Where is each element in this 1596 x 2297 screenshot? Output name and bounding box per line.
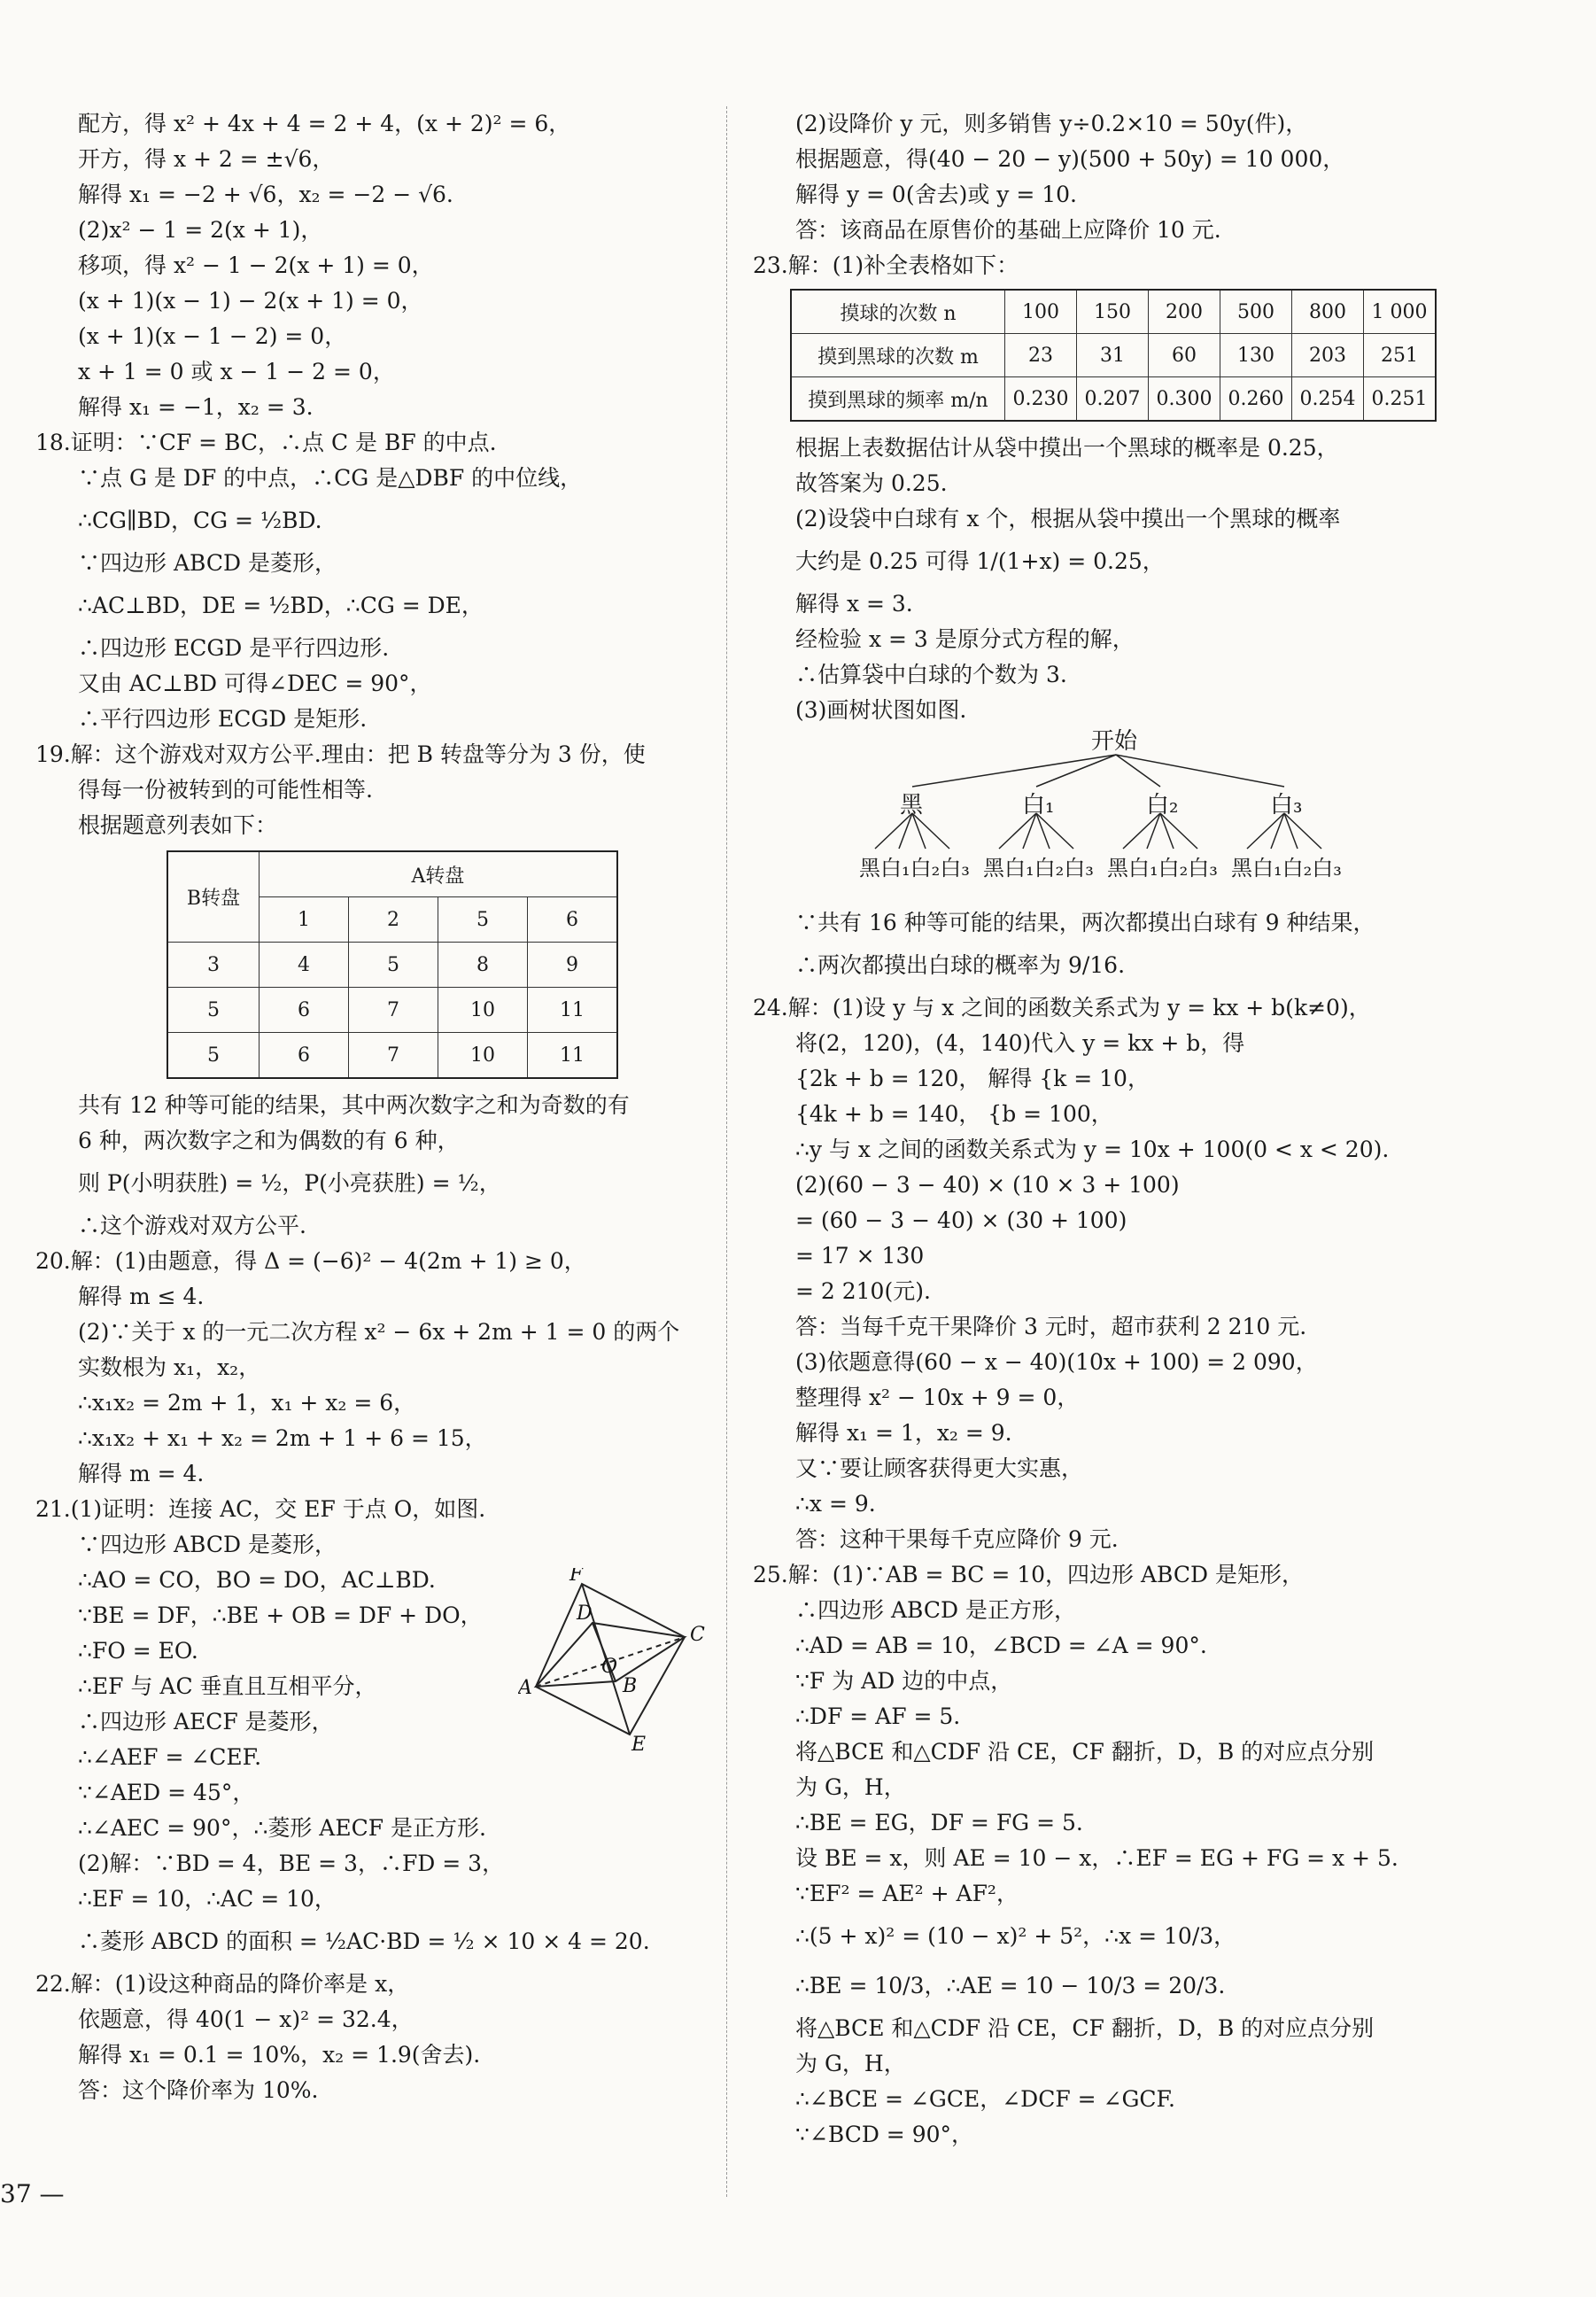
text-line: = 2 210(元). — [795, 1278, 931, 1304]
table-cell: 0.251 — [1364, 377, 1437, 422]
table-cell: 0.254 — [1292, 377, 1364, 422]
question-23-title: 23.解：(1)补全表格如下： — [753, 252, 1019, 278]
text-line: ∴AD = AB = 10，∠BCD = ∠A = 90°. — [795, 1633, 1207, 1658]
question-25-title: 25.解：(1)∵AB = BC = 10，四边形 ABCD 是矩形， — [753, 1562, 1305, 1587]
text-line: (2)∵关于 x 的一元二次方程 x² − 6x + 2m + 1 = 0 的两个 — [78, 1319, 680, 1345]
spinner-table — [167, 850, 618, 1079]
table-cell: 31 — [1077, 334, 1149, 377]
table-cell: 6 — [260, 1033, 349, 1079]
question-20-title: 20.解：(1)由题意，得 Δ = (−6)² − 4(2m + 1) ≥ 0， — [35, 1248, 586, 1274]
table-cell: 0.207 — [1077, 377, 1149, 422]
table-cell: 10 — [438, 1033, 528, 1079]
text-line: ∴两次都摸出白球的概率为 9/16. — [795, 952, 1126, 978]
tree-leaves: 黑白₁白₂白₃ — [1107, 856, 1218, 881]
text-line: 得每一份被转到的可能性相等. — [78, 777, 373, 803]
figure-label: D — [577, 1602, 593, 1625]
text-line: = 17 × 130 — [795, 1243, 925, 1269]
table-cell: 0.260 — [1220, 377, 1292, 422]
text-line: 依题意，得 40(1 − x)² = 32.4， — [78, 2006, 414, 2032]
text-line: ∴CG∥BD，CG = ½BD. — [78, 508, 322, 533]
text-line: 根据上表数据估计从袋中摸出一个黑球的概率是 0.25， — [795, 435, 1339, 461]
table-cell: 150 — [1077, 290, 1149, 334]
text-line: ∴四边形 ABCD 是正方形， — [795, 1597, 1076, 1623]
text-line: 6 种，两次数字之和为偶数的有 6 种， — [78, 1128, 460, 1153]
tree-leaves: 黑白₁白₂白₃ — [859, 856, 970, 881]
text-line: ∴BE = 10/3，∴AE = 10 − 10/3 = 20/3. — [795, 1973, 1226, 1998]
text-line: (2)x² − 1 = 2(x + 1)， — [78, 217, 323, 243]
text-line: 整理得 x² − 10x + 9 = 0， — [795, 1385, 1080, 1410]
table-cell: 3 — [167, 943, 260, 988]
table-cell: 4 — [260, 943, 349, 988]
text-line: 又由 AC⊥BD 可得∠DEC = 90°， — [78, 671, 432, 696]
table-cell: 11 — [528, 1033, 618, 1079]
text-line: 为 G，H， — [795, 2051, 906, 2076]
tree-leaves: 黑白₁白₂白₃ — [983, 856, 1094, 881]
tree-node: 白₂ — [1146, 792, 1179, 819]
question-19-title: 19.解：这个游戏对双方公平.理由：把 B 转盘等分为 3 份，使 — [35, 741, 646, 767]
text-line: 解得 m ≤ 4. — [78, 1284, 205, 1309]
table-row-label: 摸到黑球的频率 m/n — [791, 377, 1005, 422]
text-line: 共有 12 种等可能的结果，其中两次数字之和为奇数的有 — [78, 1092, 630, 1118]
text-line: ∴四边形 AECF 是菱形， — [78, 1709, 334, 1734]
text-line: 故答案为 0.25. — [795, 470, 948, 496]
text-line: ∵四边形 ABCD 是菱形， — [78, 550, 337, 576]
text-line: ∴估算袋中白球的个数为 3. — [795, 662, 1067, 687]
text-line: ∴AO = CO，BO = DO，AC⊥BD. — [78, 1567, 436, 1593]
table-corner: B转盘 — [167, 851, 260, 943]
text-line: ∴四边形 ECGD 是平行四边形. — [78, 635, 390, 661]
table-cell: 11 — [528, 988, 618, 1033]
text-line: ∴∠BCE = ∠GCE，∠DCF = ∠GCF. — [795, 2086, 1175, 2112]
text-line: 设 BE = x，则 AE = 10 − x，∴EF = EG + FG = x + 5. — [795, 1845, 1398, 1871]
text-line: 经检验 x = 3 是原分式方程的解， — [795, 626, 1135, 652]
text-line: 则 P(小明获胜) = ½，P(小亮获胜) = ½， — [78, 1170, 501, 1196]
text-line: (2)设袋中白球有 x 个，根据从袋中摸出一个黑球的概率 — [795, 506, 1341, 532]
text-line: ∴这个游戏对双方公平. — [78, 1213, 306, 1238]
text-line: ∴菱形 ABCD 的面积 = ½AC·BD = ½ × 10 × 4 = 20. — [78, 1928, 650, 1954]
table-cell: 130 — [1220, 334, 1292, 377]
table-cell: 1 000 — [1364, 290, 1437, 334]
table-cell: 0.230 — [1005, 377, 1077, 422]
table-row — [791, 334, 1436, 377]
text-line: x + 1 = 0 或 x − 1 − 2 = 0， — [78, 359, 395, 384]
tree-root: 开始 — [1091, 728, 1138, 755]
table-cell: 7 — [349, 988, 438, 1033]
text-line: ∵EF² = AE² + AF²， — [795, 1881, 1019, 1906]
text-line: 又∵要让顾客获得更大实惠， — [795, 1455, 1084, 1481]
table-row — [167, 1033, 617, 1079]
text-line: ∴EF = 10，∴AC = 10， — [78, 1886, 337, 1912]
table-row-label: 摸球的次数 n — [791, 290, 1005, 334]
table-row-label: 摸到黑球的次数 m — [791, 334, 1005, 377]
frequency-table — [790, 289, 1437, 422]
question-21-title: 21.(1)证明：连接 AC，交 EF 于点 O，如图. — [35, 1496, 486, 1522]
tree-diagram — [859, 728, 1461, 905]
text-line: 答：这个降价率为 10%. — [78, 2077, 319, 2103]
text-line: ∴DF = AF = 5. — [795, 1703, 961, 1729]
table-cell: 10 — [438, 988, 528, 1033]
figure-label: F — [569, 1568, 584, 1586]
question-24-title: 24.解：(1)设 y 与 x 之间的函数关系式为 y = kx + b(k≠0)， — [753, 995, 1371, 1020]
text-line: ∴x = 9. — [795, 1491, 876, 1517]
tree-node: 白₁ — [1022, 792, 1055, 819]
figure-label: C — [690, 1624, 705, 1646]
text-line: 开方，得 x + 2 = ±√6， — [78, 146, 335, 172]
table-cell: 200 — [1149, 290, 1220, 334]
text-line: 解得 x₁ = −2 + √6，x₂ = −2 − √6. — [78, 182, 453, 207]
text-line: 将△BCE 和△CDF 沿 CE，CF 翻折，D，B 的对应点分别 — [795, 2015, 1375, 2041]
table-cell: 5 — [167, 988, 260, 1033]
table-cell: 6 — [528, 897, 618, 943]
text-line: 实数根为 x₁，x₂， — [78, 1354, 261, 1380]
text-line: 答：当每千克干果降价 3 元时，超市获利 2 210 元. — [795, 1314, 1307, 1339]
table-row — [791, 290, 1436, 334]
table-cell: 5 — [438, 897, 528, 943]
text-line: ∵∠AED = 45°， — [78, 1780, 255, 1805]
text-line: (x + 1)(x − 1) − 2(x + 1) = 0， — [78, 288, 423, 314]
text-line: ∴BE = EG，DF = FG = 5. — [795, 1810, 1083, 1835]
text-line: = (60 − 3 − 40) × (30 + 100) — [795, 1207, 1127, 1233]
text-line: 移项，得 x² − 1 − 2(x + 1) = 0， — [78, 252, 434, 278]
text-line: 根据题意列表如下： — [78, 812, 278, 838]
tree-node: 白₃ — [1270, 792, 1303, 819]
table-cell: 6 — [260, 988, 349, 1033]
table-cell: 800 — [1292, 290, 1364, 334]
text-line: ∴(5 + x)² = (10 − x)² + 5²，∴x = 10/3， — [795, 1923, 1236, 1949]
figure-label: E — [631, 1734, 647, 1754]
text-line: ∴x₁x₂ = 2m + 1，x₁ + x₂ = 6， — [78, 1390, 416, 1416]
text-line: ∵∠BCD = 90°， — [795, 2122, 974, 2147]
table-row — [167, 943, 617, 988]
table-cell: 5 — [349, 943, 438, 988]
rhombus-diagram — [518, 1568, 722, 1754]
text-line: 大约是 0.25 可得 1/(1+x) = 0.25， — [795, 548, 1165, 574]
table-cell: 7 — [349, 1033, 438, 1079]
text-line: {2k + b = 120， 解得 {k = 10， — [795, 1066, 1150, 1091]
table-cell: 1 — [260, 897, 349, 943]
table-cell: 251 — [1364, 334, 1437, 377]
table-cell: 23 — [1005, 334, 1077, 377]
text-line: ∵四边形 ABCD 是菱形， — [78, 1532, 337, 1557]
text-line: (2)设降价 y 元，则多销售 y÷0.2×10 = 50y(件)， — [795, 111, 1308, 136]
right-column — [753, 106, 1461, 2153]
text-line: 解得 x₁ = 0.1 = 10%，x₂ = 1.9(舍去). — [78, 2042, 481, 2068]
text-line: ∵点 G 是 DF 的中点，∴CG 是△DBF 的中位线， — [78, 465, 583, 491]
text-line: 解得 y = 0(舍去)或 y = 10. — [795, 182, 1077, 207]
left-column — [35, 106, 713, 2108]
text-line: (2)解：∵BD = 4，BE = 3，∴FD = 3， — [78, 1851, 505, 1876]
text-line: ∴AC⊥BD，DE = ½BD，∴CG = DE， — [78, 593, 484, 618]
table-cell: 9 — [528, 943, 618, 988]
table-header: A转盘 — [260, 851, 618, 897]
text-line: ∵共有 16 种等可能的结果，两次都摸出白球有 9 种结果， — [795, 910, 1375, 935]
tree-leaves: 黑白₁白₂白₃ — [1231, 856, 1342, 881]
text-line: 将(2，120)，(4，140)代入 y = kx + b，得 — [795, 1030, 1245, 1056]
text-line: 将△BCE 和△CDF 沿 CE，CF 翻折，D，B 的对应点分别 — [795, 1739, 1375, 1765]
figure-label: O — [601, 1656, 618, 1678]
table-cell: 8 — [438, 943, 528, 988]
page-number: 37 — — [0, 2179, 65, 2208]
figure-label: B — [623, 1675, 638, 1697]
table-row — [167, 988, 617, 1033]
table-cell: 60 — [1149, 334, 1220, 377]
table-row — [791, 377, 1436, 422]
text-line: 解得 x = 3. — [795, 591, 913, 617]
text-line: 配方，得 x² + 4x + 4 = 2 + 4，(x + 2)² = 6， — [78, 111, 571, 136]
text-line: ∴平行四边形 ECGD 是矩形. — [78, 706, 368, 732]
text-line: ∴EF 与 AC 垂直且互相平分， — [78, 1673, 377, 1699]
text-line: ∴x₁x₂ + x₁ + x₂ = 2m + 1 + 6 = 15， — [78, 1425, 487, 1451]
text-line: 答：这种干果每千克应降价 9 元. — [795, 1526, 1119, 1552]
text-line: 答：该商品在原售价的基础上应降价 10 元. — [795, 217, 1221, 243]
table-cell: 0.300 — [1149, 377, 1220, 422]
text-line: ∴y 与 x 之间的函数关系式为 y = 10x + 100(0 < x < 20). — [795, 1137, 1390, 1162]
text-line: ∴FO = EO. — [78, 1638, 198, 1664]
question-18-title: 18.证明：∵CF = BC，∴点 C 是 BF 的中点. — [35, 430, 497, 455]
text-line: ∴∠AEF = ∠CEF. — [78, 1744, 262, 1770]
table-cell: 500 — [1220, 290, 1292, 334]
text-line: (3)画树状图如图. — [795, 697, 967, 723]
text-line: {4k + b = 140， {b = 100， — [795, 1101, 1113, 1127]
text-line: ∵F 为 AD 边的中点， — [795, 1668, 1013, 1694]
tree-node: 黑 — [900, 792, 924, 819]
text-line: 根据题意，得(40 − 20 − y)(500 + 50y) = 10 000， — [795, 146, 1345, 172]
figure-label: A — [518, 1677, 532, 1699]
text-line: 解得 x₁ = −1，x₂ = 3. — [78, 394, 314, 420]
text-line: ∴∠AEC = 90°，∴菱形 AECF 是正方形. — [78, 1815, 486, 1841]
table-cell: 5 — [167, 1033, 260, 1079]
text-line: 为 G，H， — [795, 1774, 906, 1800]
text-line: ∵BE = DF，∴BE + OB = DF + DO， — [78, 1602, 483, 1628]
table-cell: 100 — [1005, 290, 1077, 334]
text-line: (2)(60 − 3 − 40) × (10 × 3 + 100) — [795, 1172, 1180, 1198]
rhombus-figure — [518, 1568, 722, 1759]
text-line: 解得 x₁ = 1，x₂ = 9. — [795, 1420, 1012, 1446]
text-line: 解得 m = 4. — [78, 1461, 205, 1486]
question-22-title: 22.解：(1)设这种商品的降价率是 x， — [35, 1971, 410, 1997]
table-cell: 2 — [349, 897, 438, 943]
table-cell: 203 — [1292, 334, 1364, 377]
column-divider — [726, 106, 728, 2197]
text-line: (x + 1)(x − 1 − 2) = 0， — [78, 323, 347, 349]
text-line: (3)依题意得(60 − x − 40)(10x + 100) = 2 090， — [795, 1349, 1318, 1375]
